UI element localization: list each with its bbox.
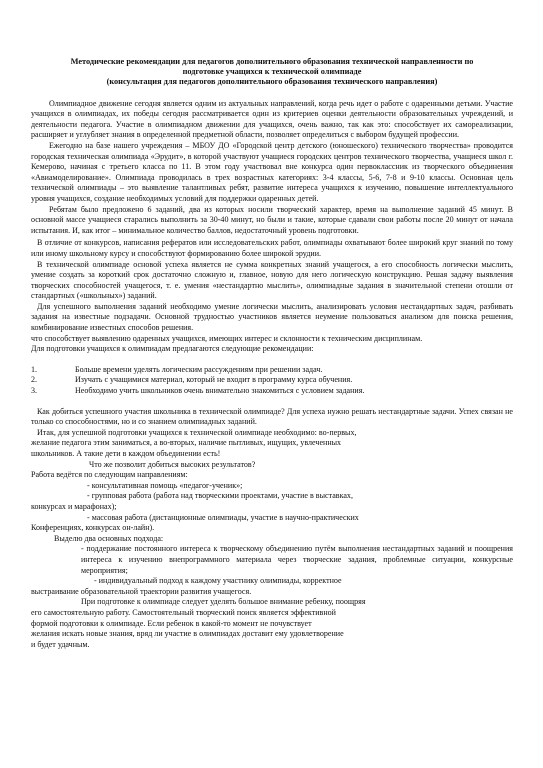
text-line: формой подготовки к олимпиаде. Если ребенок в какой-то момент не почувствует (31, 618, 312, 628)
approach-item: - поддержание постоянного интереса к творческому объединению путём выполнения нестандартных заданий и поощрения интереса к изучению внепрограммного материала через творческие задания, проблемные ситуации, конкурсные мероприятия; (81, 544, 513, 575)
paragraph-erudit-olympiad: Ежегодно на базе нашего учреждения – МБОУ ДО «Городской центр детского (юношеского) технического творчества» проводится городская техническая олимпиада «Эрудит», в которой участвуют учащиеся городских центров технического творчества, учащиеся школ г. Кемерово, начиная с третьего класса по 11. В этом году участвовал вне конкурса один первоклассник из творческого объединения «Авиамоделирование». Олимпиада проводилась в трех возрастных категориях: 3-4 классы, 5-6, 7-8 и 9-10 классы. Основная цель технической олимпиады – это выявление талантливых ребят, развитие интереса учащихся к изучению, повышение интеллектуального уровня учащихся, создание необходимых условий для поддержки одаренных детей. (31, 140, 513, 203)
paragraph-contests-difference: В отличие от конкурсов, написания рефератов или исследовательских работ, олимпиады охватывают более широкий круг знаний по тому или иному школьному курсу и способствуют формированию более широкой эрудии. (31, 238, 513, 258)
text-line: Конференциях, конкурсах он-лайн). (31, 523, 155, 533)
text-line: При подготовке к олимпиаде следует уделять большое внимание ребенку, поощряя (81, 597, 366, 607)
text-line: его самостоятельную работу. Самостоятельный творческий поиск является эффективной (31, 607, 336, 617)
paragraph-success-basis: В технической олимпиаде основой успеха является не сумма конкретных знаний учащегося, а его способность логически мыслить, умение создать за короткий срок достаточно сложную и, главное, новую для него логическую конструкцию. Решая задачу выявления творческих способностей учащегося, т. е. умения «нестандартно мыслить», олимпиадные задания в значительной степени отошли от стандартных («школьных») заданий. (31, 259, 513, 301)
title-line-3: (консультация для педагогов дополнительного образования технического направления) (106, 77, 438, 87)
paragraph-tasks: Ребятам было предложено 6 заданий, два из которых носили творческий характер, время на выполнение заданий 45 минут. В основной массе учащиеся старались выполнить за 30-40 минут, но были и такие, которые сдавали свои работы после 20 минут от начала испытания. И, как итог – минимальное количество баллов, недостаточный уровень подготовки. (31, 204, 513, 235)
direction-item: - групповая работа (работа над творческими проектами, участие в выставках, (87, 491, 353, 501)
text-line: желания искать новые знания, вряд ли участие в олимпиадах доставит ему удовлетворение (31, 629, 344, 639)
document-title (31, 57, 513, 88)
paragraph-how-to-succeed: Как добиться успешного участия школьника в технической олимпиаде? Для успеха нужно решать нестандартные задачи. Успех связан не только со способностями, но и со знанием олимпиадных заданий. (31, 406, 513, 427)
paragraph-recommendations-intro: Для подготовки учащихся к олимпиадам предлагаются следующие рекомендации: (31, 344, 314, 354)
text-line: выстраивание образовательной траектории развития учащегося. (31, 586, 252, 596)
recommendations-list (31, 365, 513, 397)
direction-item: - массовая работа (дистанционные олимпиады, участие в научно-практических (87, 512, 359, 522)
paragraph-olympiad-movement: Олимпиадное движение сегодня является одним из актуальных направлений, когда речь идет о работе с одаренными детьми. Участие учащихся в олимпиадах, их победы сегодня рассматривается один из критериев оценки деятельности образовательных учреждений, и деятельности педагога. Участие в олимпиадном движении для учащихся, очень важно, так как это: способствует их самореализации, расширяет и углубляет знания в определенной предметной области, позволяет определиться с выбором будущей профессии. (31, 98, 513, 140)
title-line-1: Методические рекомендации для педагогов дополнительного образования технической направленности по (70, 57, 474, 66)
text-line: желание педагога этим заниматься, а во-вторых, наличие пытливых, ищущих, увлеченных (31, 438, 342, 448)
list-item: 3. Необходимо учить школьников очень внимательно знакомиться с условием задания. (31, 386, 365, 396)
list-item: 1. Больше времени уделять логическим рассуждениям при решении задач. (31, 364, 323, 374)
text-line: Что же позволит добиться высоких результатов? (89, 459, 256, 469)
paragraph-gifted-students: что способствует выявлению одаренных учащихся, имеющих интерес и склонности к техническим дисциплинам. (31, 333, 423, 343)
text-line: и будет удачным. (31, 639, 90, 649)
approach-item: - индивидуальный подход к каждому участнику олимпиады, корректное (94, 576, 342, 586)
text-line: школьников. А такие дети в каждом объединении есть! (31, 449, 221, 459)
text-line: Итак, для успешной подготовки учащихся к технической олимпиаде необходимо: во-первых, (37, 427, 357, 437)
text-line: конкурсах и марафонах); (31, 501, 117, 511)
direction-item: - консультативная помощь «педагог-ученик»; (87, 480, 243, 490)
list-item: 2. Изучать с учащимися материал, который не входит в программу курса обучения. (31, 375, 353, 385)
title-line-2: подготовке учащихся к технической олимпиаде (182, 67, 362, 77)
text-line: Выделю два основных подхода: (54, 533, 164, 543)
paragraph-logic-skills: Для успешного выполнения заданий необходимо умение логически мыслить, анализировать условия нестандартных задач, разбивать задания на известные подзадачи. Основной трудностью участников является неумение пользоваться анализом для поиска решения, комбинирование известных способов решения. (31, 301, 513, 333)
text-line: Работа ведётся по следующим направлениям: (31, 470, 188, 480)
